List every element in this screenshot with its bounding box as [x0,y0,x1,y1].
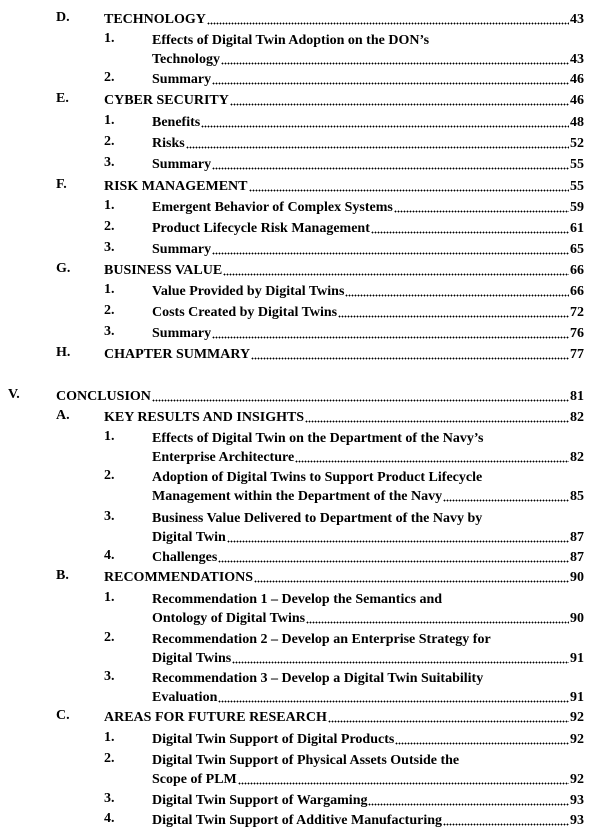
dot-leader [238,782,569,785]
toc-entry-section[interactable] [0,90,599,110]
entry-title-line [152,281,584,301]
entry-number: 1. [104,113,115,128]
entry-title-text: Summary [152,241,212,257]
entry-title-line [152,487,584,507]
entry-number: 3. [104,791,115,806]
entry-title-line [152,770,584,790]
entry-page-number: 81 [570,388,584,404]
entry-title-line [152,649,584,669]
entry-title-text: Emergent Behavior of Complex Systems [152,199,393,215]
entry-page-number: 87 [570,549,584,565]
entry-title-text: AREAS FOR FUTURE RESEARCH [104,709,327,725]
dot-leader [232,661,569,664]
entry-page-number: 93 [570,792,584,808]
entry-title-text: Recommendation 2 – Develop an Enterprise Strategy for [152,631,491,647]
entry-title-line [152,448,584,468]
dot-leader [394,210,569,213]
entry-number: 2. [104,468,115,483]
entry-title-line [152,609,584,629]
entry-title [152,790,584,810]
toc-entry-subsection[interactable] [0,281,599,301]
entry-title-line [152,197,584,217]
entry-title-line [104,407,584,427]
dot-leader [212,252,569,255]
toc-entry-section[interactable] [0,9,599,29]
entry-title-text: CYBER SECURITY [104,92,229,108]
toc-entry-subsection[interactable] [0,428,599,467]
entry-title-text: BUSINESS VALUE [104,262,223,278]
entry-title-line [152,668,584,688]
entry-title [152,547,584,567]
entry-page-number: 90 [570,569,584,585]
entry-title [104,260,584,280]
entry-title-text: CHAPTER SUMMARY [104,346,251,362]
entry-number: 4. [104,548,115,563]
dot-leader [221,62,569,65]
toc-entry-subsection[interactable] [0,629,599,668]
entry-number: 3. [104,324,115,339]
entry-title-line [152,302,584,322]
entry-title-text: Business Value Delivered to Department of the Navy by [152,510,483,526]
entry-page-number: 55 [570,156,584,172]
entry-title [152,302,584,322]
entry-title-line [152,790,584,810]
entry-page-number: 65 [570,241,584,257]
entry-number: V. [8,387,20,402]
entry-page-number: 92 [570,772,584,787]
entry-title [152,281,584,301]
entry-page-number: 91 [570,651,584,666]
entry-title [104,567,584,587]
toc-entry-subsection[interactable] [0,750,599,789]
entry-number: 2. [104,70,115,85]
entry-number: F. [56,177,67,192]
entry-title-text: Digital Twin Support of Physical Assets Outside the [152,752,460,768]
toc-entry-subsection[interactable] [0,547,599,567]
entry-title-text: Digital Twins [152,651,232,666]
entry-title [152,729,584,749]
toc-entry-subsection[interactable] [0,69,599,89]
entry-title-line [104,567,584,587]
entry-title-text: RISK MANAGEMENT [104,178,248,194]
entry-page-number: 76 [570,325,584,341]
entry-title-text: Ontology of Digital Twins [152,611,306,626]
toc-entry-subsection[interactable] [0,239,599,259]
entry-title-line [104,260,584,280]
dot-leader [212,82,569,85]
toc-entry-subsection[interactable] [0,197,599,217]
entry-title-line [152,239,584,259]
entry-title-text: Digital Twin [152,530,226,545]
entry-title-text: Technology [152,52,220,67]
entry-title-line [152,323,584,343]
entry-title-text: Risks [152,135,185,151]
entry-title-line [152,467,584,487]
dot-leader [306,621,569,624]
dot-leader [223,273,569,276]
entry-title-text: CONCLUSION [56,388,151,404]
entry-page-number: 66 [570,283,584,299]
entry-title-line [152,750,584,770]
toc-entry-subsection[interactable] [0,508,599,547]
entry-number: 4. [104,811,115,826]
entry-number: 2. [104,219,115,234]
dot-leader [212,336,569,339]
dot-leader [249,189,569,192]
entry-title-text: Digital Twin Support of Wargaming [152,792,368,808]
entry-page-number: 72 [570,304,584,320]
entry-title-line [152,218,584,238]
entry-page-number: 93 [570,812,584,828]
dot-leader [152,399,569,402]
dot-leader [338,315,569,318]
entry-title [152,323,584,343]
dot-leader [368,803,569,806]
entry-title-text: Effects of Digital Twin on the Department of the Navy’s [152,430,484,446]
entry-page-number: 55 [570,178,584,194]
entry-title-line [152,428,584,448]
toc-entry-chapter[interactable] [0,386,599,406]
dot-leader [305,420,569,423]
entry-number: 1. [104,730,115,745]
toc-entry-subsection[interactable] [0,133,599,153]
entry-title-text: Costs Created by Digital Twins [152,304,338,320]
entry-title-text: Summary [152,156,212,172]
entry-title-line [152,810,584,830]
entry-title-text: Adoption of Digital Twins to Support Product Lifecycle [152,469,483,485]
entry-page-number: 87 [570,530,584,545]
toc-entry-subsection[interactable] [0,729,599,749]
entry-title-text: KEY RESULTS AND INSIGHTS [104,409,305,425]
entry-title-text: Effects of Digital Twin Adoption on the DON’s [152,32,430,48]
toc-entry-subsection[interactable] [0,589,599,628]
entry-title [104,90,584,110]
toc-entry-subsection[interactable] [0,323,599,343]
dot-leader [201,125,569,128]
dot-leader [218,700,569,703]
entry-title [152,112,584,132]
entry-number: G. [56,261,71,276]
entry-title [152,810,584,830]
entry-title [152,154,584,174]
entry-title [104,707,584,727]
entry-title-text: Recommendation 1 – Develop the Semantics and [152,591,443,607]
entry-title [56,386,584,406]
entry-title [104,9,584,29]
dot-leader [443,499,569,502]
dot-leader [345,294,569,297]
entry-title-text: Scope of PLM [152,772,237,787]
entry-number: 2. [104,134,115,149]
entry-title [104,344,584,364]
entry-title-line [104,344,584,364]
entry-title [152,467,584,506]
toc-entry-subsection[interactable] [0,30,599,69]
toc-entry-subsection[interactable] [0,668,599,707]
entry-title [152,508,584,547]
entry-page-number: 82 [570,409,584,425]
entry-title-line [152,528,584,548]
entry-number: 2. [104,630,115,645]
entry-title-line [104,9,584,29]
dot-leader [207,22,569,25]
entry-number: 3. [104,240,115,255]
entry-title-text: Benefits [152,114,201,130]
entry-number: 2. [104,751,115,766]
entry-page-number: 66 [570,262,584,278]
entry-title [104,176,584,196]
entry-page-number: 92 [570,731,584,747]
entry-number: 3. [104,509,115,524]
entry-number: 3. [104,669,115,684]
dot-leader [230,103,569,106]
entry-number: E. [56,91,69,106]
entry-page-number: 82 [570,450,584,465]
entry-title-line [104,90,584,110]
dot-leader [218,560,569,563]
entry-page-number: 61 [570,220,584,236]
entry-title-line [152,154,584,174]
entry-page-number: 92 [570,709,584,725]
entry-number: D. [56,10,70,25]
toc-entry-subsection[interactable] [0,302,599,322]
entry-title [152,668,584,707]
entry-title-line [152,30,584,50]
dot-leader [295,460,569,463]
toc-entry-subsection[interactable] [0,810,599,830]
entry-title [152,629,584,668]
entry-page-number: 85 [570,489,584,504]
entry-title-line [152,729,584,749]
entry-title [152,133,584,153]
entry-title-text: Value Provided by Digital Twins [152,283,345,299]
entry-number: 1. [104,282,115,297]
entry-title [152,69,584,89]
entry-number: H. [56,345,71,360]
entry-title [152,30,584,69]
entry-page-number: 43 [570,11,584,27]
entry-title-line [152,133,584,153]
entry-page-number: 59 [570,199,584,215]
entry-number: 1. [104,590,115,605]
entry-number: 1. [104,198,115,213]
entry-page-number: 46 [570,92,584,108]
entry-number: A. [56,408,70,423]
entry-title [152,218,584,238]
entry-title [104,407,584,427]
toc-entry-section[interactable] [0,707,599,727]
toc-entry-subsection[interactable] [0,218,599,238]
entry-title-text: Challenges [152,549,218,565]
entry-page-number: 48 [570,114,584,130]
entry-title-line [104,707,584,727]
entry-title-line [152,112,584,132]
toc-entry-subsection[interactable] [0,154,599,174]
toc-entry-subsection[interactable] [0,467,599,506]
entry-title-text: Product Lifecycle Risk Management [152,220,370,236]
toc-entry-section[interactable] [0,407,599,427]
entry-title [152,428,584,467]
entry-number: C. [56,708,70,723]
entry-number: 2. [104,303,115,318]
entry-title-line [152,589,584,609]
toc-entry-section[interactable] [0,344,599,364]
entry-title-line [152,688,584,708]
entry-number: 1. [104,429,115,444]
dot-leader [328,720,569,723]
entry-title-text: Summary [152,325,212,341]
entry-title-text: Summary [152,71,212,87]
entry-title-text: Digital Twin Support of Additive Manufacturing [152,812,443,828]
entry-number: B. [56,568,69,583]
dot-leader [254,580,569,583]
entry-page-number: 46 [570,71,584,87]
entry-title-line [56,386,584,406]
entry-title-text: Recommendation 3 – Develop a Digital Twin Suitability [152,670,484,686]
toc-entry-section[interactable] [0,567,599,587]
dot-leader [395,742,569,745]
entry-page-number: 52 [570,135,584,151]
dot-leader [371,231,569,234]
entry-page-number: 77 [570,346,584,362]
entry-title-text: Digital Twin Support of Digital Products [152,731,395,747]
entry-page-number: 43 [570,52,584,67]
entry-title-line [152,69,584,89]
dot-leader [443,823,569,826]
entry-title-line [152,50,584,70]
entry-page-number: 90 [570,611,584,626]
entry-title-line [104,176,584,196]
dot-leader [186,146,569,149]
entry-title-text: Enterprise Architecture [152,450,295,465]
entry-title-text: RECOMMENDATIONS [104,569,254,585]
entry-title [152,239,584,259]
entry-title-text: Evaluation [152,690,218,705]
dot-leader [227,540,569,543]
entry-number: 3. [104,155,115,170]
entry-title-text: TECHNOLOGY [104,11,206,27]
entry-title [152,750,584,789]
dot-leader [212,167,569,170]
toc-entry-section[interactable] [0,260,599,280]
entry-title [152,197,584,217]
entry-title-line [152,508,584,528]
entry-title-text: Management within the Department of the Navy [152,489,443,504]
entry-number: 1. [104,31,115,46]
toc-entry-subsection[interactable] [0,790,599,810]
toc-entry-subsection[interactable] [0,112,599,132]
entry-title-line [152,547,584,567]
toc-entry-section[interactable] [0,176,599,196]
dot-leader [251,357,569,360]
entry-title [152,589,584,628]
entry-page-number: 91 [570,690,584,705]
entry-title-line [152,629,584,649]
